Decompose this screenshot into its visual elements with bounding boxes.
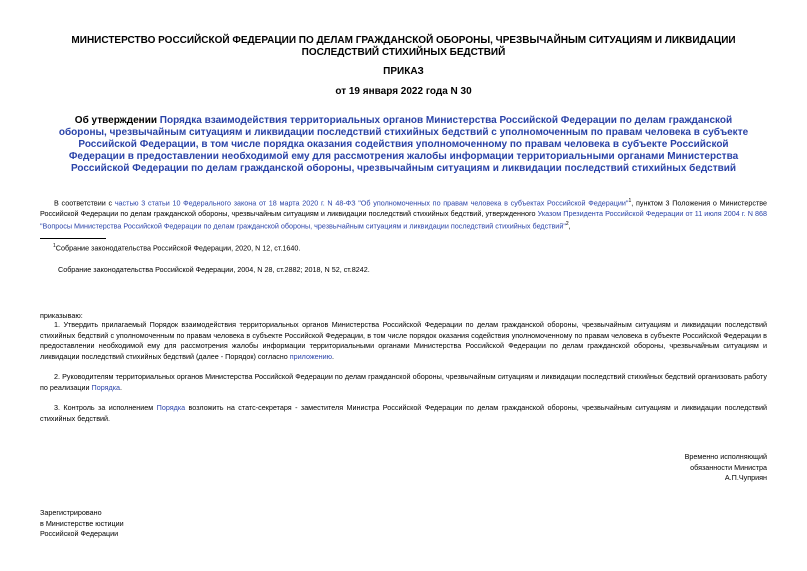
- footnote-ref-1[interactable]: 1: [628, 198, 632, 204]
- signature-position-line-1: Временно исполняющий: [684, 452, 767, 461]
- footnote-divider: [40, 238, 106, 239]
- procedure-link-2[interactable]: Порядка: [156, 403, 186, 412]
- order-item-1: [40, 320, 767, 362]
- signature-position-line-2: обязанности Министра: [690, 462, 767, 472]
- order-item-2: [40, 372, 767, 393]
- federal-law-link[interactable]: частью 3 статьи 10 Федерального закона от 18 марта 2020 г. N 48-ФЗ "Об уполномоченных по правам человека в субъектах Российской Федерации": [114, 198, 629, 208]
- preamble-text-1: В соответствии с: [54, 198, 115, 208]
- footnote-2: Собрание законодательства Российской Федерации, 2004, N 28, ст.2882; 2018, N 52, ст.8242.: [58, 265, 370, 274]
- title-prefix: Об утверждении: [74, 115, 160, 126]
- order-item-2-text: 2. Руководителям территориальных органов Министерства Российской Федерации по делам гражданской обороны, чрезвычайным ситуациям и ликвидации последствий стихийных бедствий организовать работу по реализации: [40, 372, 767, 392]
- signature-block: [560, 452, 767, 484]
- presidential-decree-link[interactable]: Указом Президента Российской Федерации от 11 июля 2004 г. N 868 "Вопросы Министерства Российской Федерации по делам гражданской обороны, чрезвычайным ситуациям и ликвидации последствий стихийных бедствий": [40, 208, 767, 231]
- title-order-link[interactable]: Порядка взаимодействия территориальных органов Министерства Российской Федерации по делам гражданской обороны, чрезвычайным ситуациям и ликвидации последствий стихийных бедствий с уполномоченным по правам человека в субъекте Российской Федерации, в том числе порядка оказания содействия уполномоченному по правам человека в субъекте Российской Федерации в предоставлении необходимой ему для рассмотрения жалобы информации территориальными органами Министерства Российской Федерации по делам гражданской обороны, чрезвычайным ситуациям и ликвидации последствий стихийных бедствий: [58, 115, 749, 174]
- footnote-1: [53, 241, 753, 254]
- order-item-1-text: 1. Утвердить прилагаемый Порядок взаимодействия территориальных органов Министерства Российской Федерации по делам гражданской обороны, чрезвычайным ситуациям и ликвидации последствий стихийных бедствий с уполномоченным по правам человека в субъекте Российской Федерации, в том числе порядок оказания содействия уполномоченному по правам человека в субъекте Российской Федерации в предоставлении необходимой ему для рассмотрения жалобы информации территориальными органами Министерства Российской Федерации по делам гражданской обороны, чрезвычайным ситуациям и ликвидации последствий стихийных бедствий (далее - Порядок) согласно: [40, 320, 767, 361]
- order-lead: приказываю:: [40, 311, 83, 320]
- order-item-3-text: 3. Контроль за исполнением: [54, 403, 157, 412]
- registration-line-2: в Министерстве юстиции: [40, 518, 124, 528]
- registration-line-1: Зарегистрировано: [40, 508, 102, 517]
- procedure-link-1[interactable]: Порядка: [91, 382, 120, 392]
- preamble-paragraph: [40, 196, 767, 232]
- document-type: ПРИКАЗ: [383, 66, 424, 77]
- preamble-text-3: ,: [568, 221, 571, 231]
- preamble-text-2: , пунктом 3 Положения о Министерстве Российской Федерации по делам гражданской обороны, чрезвычайным ситуациям и ликвидации последствий стихийных бедствий, утвержденного: [40, 198, 767, 218]
- order-item-1-end: .: [332, 351, 335, 361]
- document-date-number: от 19 января 2022 года N 30: [335, 86, 472, 97]
- order-item-3-end: возложить на статс-секретаря - заместителя Министра Российской Федерации по делам гражданской обороны, чрезвычайным ситуациям и ликвидации последствий стихийных бедствий.: [40, 403, 768, 423]
- registration-line-3: Российской Федерации: [40, 529, 119, 538]
- order-item-2-end: .: [120, 382, 122, 392]
- footnote-1-mark: 1: [53, 243, 56, 249]
- footnote-ref-2[interactable]: 2: [565, 221, 569, 228]
- signature-name: А.П.Чуприян: [724, 473, 767, 482]
- appendix-link[interactable]: приложению: [289, 351, 333, 361]
- order-item-3: [40, 403, 767, 424]
- ministry-header: МИНИСТЕРСТВО РОССИЙСКОЙ ФЕДЕРАЦИИ ПО ДЕЛАМ ГРАЖДАНСКОЙ ОБОРОНЫ, ЧРЕЗВЫЧАЙНЫМ СИТУАЦИЯМ И ЛИКВИДАЦИИ ПОСЛЕДСТВИЙ СТИХИЙНЫХ БЕДСТВИЙ: [71, 35, 736, 58]
- registration-block: [40, 508, 340, 540]
- document-title: [52, 115, 755, 175]
- footnote-1-text: Собрание законодательства Российской Федерации, 2020, N 12, ст.1640.: [55, 243, 301, 253]
